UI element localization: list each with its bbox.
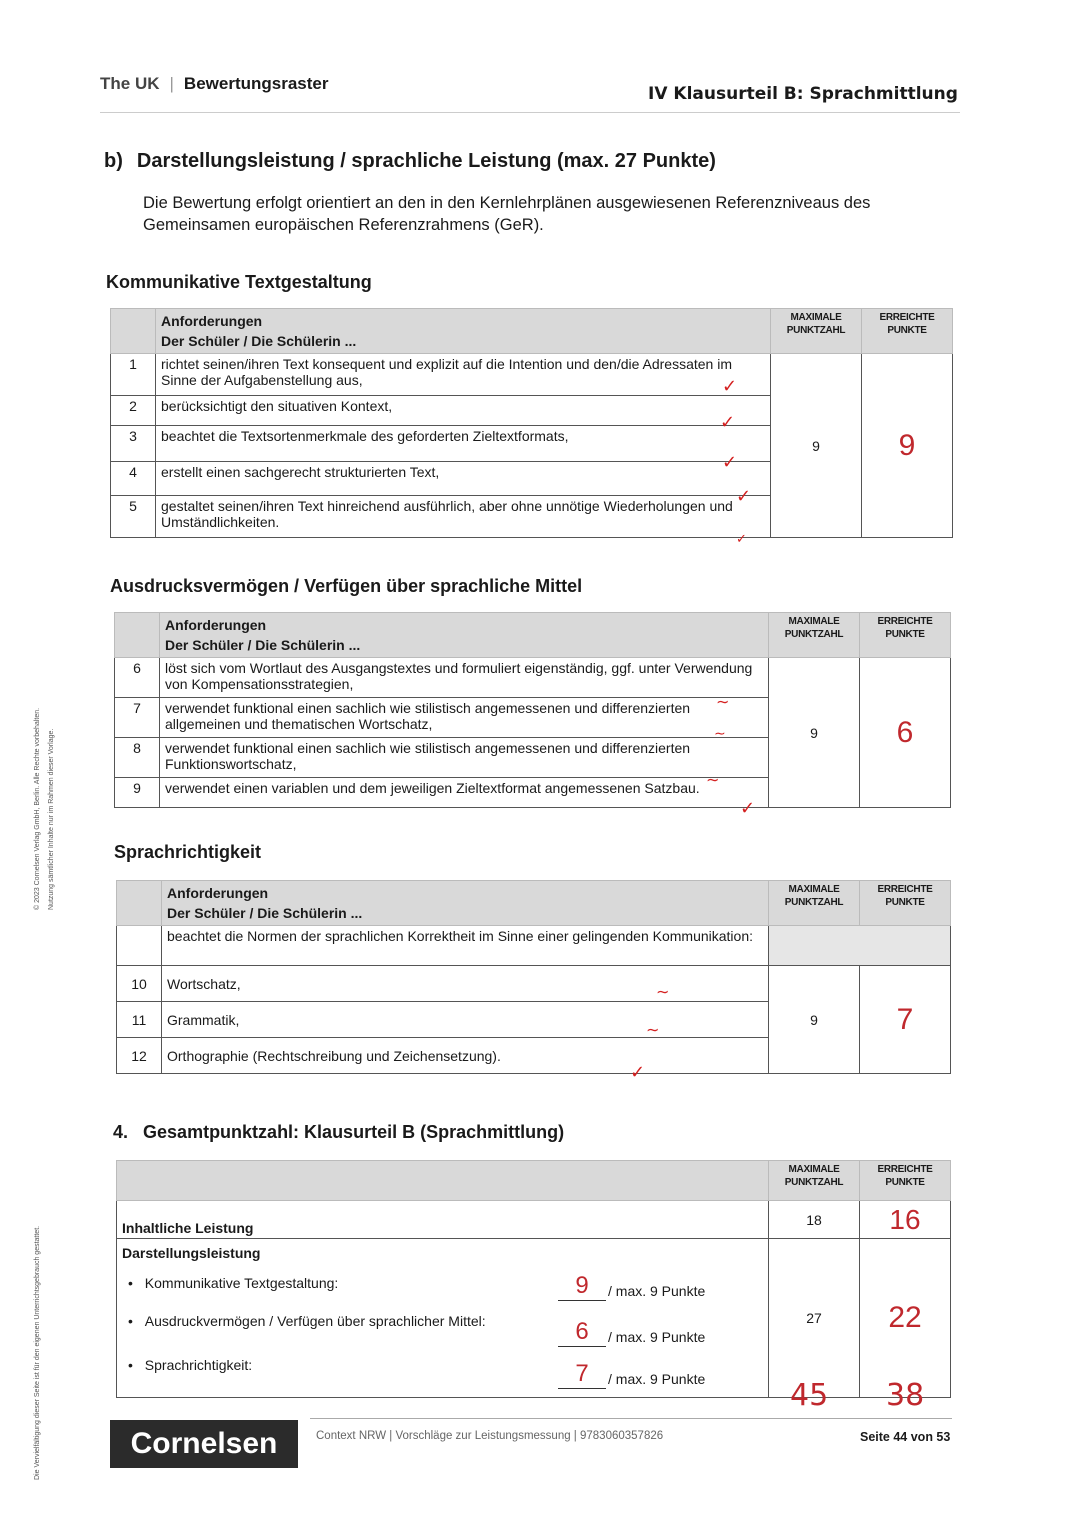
row-text: richtet seinen/ihren Text konsequent und explizit auf die Intention und den/die Adressaten im Sinne der Aufgabenstellung aus, [156,354,771,396]
row-text: erstellt einen sachgerecht strukturierten Text, [156,462,771,496]
block3-table [116,880,951,1074]
list-item [122,1303,763,1349]
req-subheader: Der Schüler / Die Schülerin ... [165,637,361,653]
row-number: 5 [111,496,156,538]
row-number: 12 [117,1038,162,1074]
bullet-icon: • [128,1275,133,1291]
item-max: / max. 9 Punkte [608,1371,706,1387]
row-number: 8 [115,738,160,778]
block1-achieved: 9 [862,354,953,538]
total-title [113,1122,564,1143]
max-header-2: PUNKTZAHL [784,629,844,640]
table-row [117,926,951,966]
section-intro: Die Bewertung erfolgt orientiert an den in den Kernlehrplänen ausgewiesenen Referenzniveaus des Gemeinsamen europäischen Referenzrahmens (GeR). [143,194,871,234]
item-achieved: 7 [558,1360,606,1389]
row-text: verwendet einen variablen und dem jeweiligen Zieltextformat angemessenen Satzbau. [160,778,769,808]
max-header-2: PUNKTZAHL [784,1177,844,1188]
margin-usage: Nutzung sämtlicher Inhalte nur im Rahmen dieser Vorlage. [48,728,55,910]
got-header-2: PUNKTE [887,325,927,336]
got-header-2: PUNKTE [885,1177,925,1188]
row-text: beachtet die Normen der sprachlichen Korrektheit im Sinne einer gelingenden Kommunikation: [162,926,769,966]
header-separator: | [169,74,174,93]
max-header-1: MAXIMALE [788,1164,840,1175]
header-doc-title: Bewertungsraster [183,74,329,93]
inhalt-achieved: 16 [860,1201,951,1239]
margin-reproduction: Die Vervielfältigung dieser Seite ist für den eigenen Unterrichtsgebrauch gestattet. [34,1225,41,1480]
max-header-1: MAXIMALE [788,884,840,895]
req-header: Anforderungen [167,885,269,901]
list-item [122,1272,763,1303]
header-subject: The UK [100,74,160,93]
check-mark-icon: ✓ [736,532,747,547]
section-letter: b) [104,150,123,172]
table-row [117,1201,951,1239]
total-number: 4. [113,1122,129,1142]
item-label: Ausdruckvermögen / Verfügen über sprachlicher Mittel: [144,1313,486,1329]
sum-achieved: 38 [886,1378,925,1413]
block3-achieved: 7 [860,966,951,1074]
row-number: 6 [115,658,160,698]
row-number: 3 [111,426,156,462]
inhalt-label: Inhaltliche Leistung [117,1201,769,1239]
tilde-mark-icon: ∼ [706,770,720,789]
got-header-1: ERREICHTE [877,884,933,895]
block1-title: Kommunikative Textgestaltung [106,272,372,292]
tilde-mark-icon: ∼ [716,692,730,711]
darst-label: Darstellungsleistung [122,1245,261,1261]
page-number: Seite 44 von 53 [860,1430,951,1444]
got-header-1: ERREICHTE [877,1164,933,1175]
got-header-1: ERREICHTE [877,616,933,627]
tilde-mark-icon: ∼ [656,982,670,1001]
row-text: verwendet funktional einen sachlich wie stilistisch angemessenen und differenzierten Funktionswortschatz, [160,738,769,778]
header-divider [100,112,960,113]
tilde-mark-icon: ∼ [646,1020,660,1039]
max-header-1: MAXIMALE [788,616,840,627]
block3-title: Sprachrichtigkeit [114,842,262,862]
check-mark-icon: ✓ [722,452,738,473]
item-label: Kommunikative Textgestaltung: [144,1275,339,1291]
check-mark-icon: ✓ [736,486,752,507]
block2-max: 9 [769,658,860,808]
block3-max: 9 [769,966,860,1074]
row-text: beachtet die Textsortenmerkmale des geforderten Zieltextformats, [156,426,771,462]
block1-max: 9 [771,354,862,538]
item-max: / max. 9 Punkte [608,1283,706,1299]
max-header-2: PUNKTZAHL [784,897,844,908]
inhalt-max: 18 [769,1201,860,1239]
bullet-icon: • [128,1313,133,1329]
got-header-2: PUNKTE [885,629,925,640]
check-mark-icon: ✓ [740,798,756,819]
req-header: Anforderungen [161,313,263,329]
table-row [111,354,953,396]
sum-max: 45 [790,1378,829,1413]
footer-text: Context NRW | Vorschläge zur Leistungsmessung | 9783060357826 [316,1430,664,1442]
bullet-icon: • [128,1357,133,1373]
row-text: verwendet funktional einen sachlich wie stilistisch angemessenen und differenzierten allgemeinen und thematischen Wortschatz, [160,698,769,738]
table-row [117,966,951,1002]
total-title-text: Gesamtpunktzahl: Klausurteil B (Sprachmittlung) [143,1122,565,1142]
table-row [117,1239,951,1398]
row-text: löst sich vom Wortlaut des Ausgangstextes und formuliert eigenständig, ggf. unter Verwendung von Kompensationsstrategien, [160,658,769,698]
section-title-text: Darstellungsleistung / sprachliche Leistung (max. 27 Punkte) [136,150,716,172]
row-text: berücksichtigt den situativen Kontext, [156,396,771,426]
footer-divider [310,1418,952,1419]
header-right-title: IV Klausurteil B: Sprachmittlung [648,84,958,104]
darst-max: 27 [769,1239,860,1398]
header-left [100,74,328,94]
row-number: 7 [115,698,160,738]
block2-achieved: 6 [860,658,951,808]
max-header-2: PUNKTZAHL [786,325,846,336]
max-header-1: MAXIMALE [790,312,842,323]
row-number: 2 [111,396,156,426]
row-text: Wortschatz, [162,966,769,1002]
req-subheader: Der Schüler / Die Schülerin ... [161,333,357,349]
darst-achieved: 22 [860,1239,951,1398]
tilde-mark-icon: ∼ [714,726,726,742]
item-label: Sprachrichtigkeit: [144,1357,253,1373]
row-number: 1 [111,354,156,396]
row-number: 4 [111,462,156,496]
row-text: Orthographie (Rechtschreibung und Zeichensetzung). [162,1038,769,1074]
check-mark-icon: ✓ [630,1062,646,1083]
section-b-title [104,150,716,173]
req-subheader: Der Schüler / Die Schülerin ... [167,905,363,921]
row-text: gestaltet seinen/ihren Text hinreichend ausführlich, aber ohne unnötige Wiederholungen und Umständlichkeiten. [156,496,771,538]
table-row [115,658,951,698]
check-mark-icon: ✓ [722,376,738,397]
block2-table [114,612,951,808]
list-item [122,1349,763,1391]
margin-copyright: © 2023 Cornelsen Verlag GmbH, Berlin. Alle Rechte vorbehalten. [34,707,41,910]
check-mark-icon: ✓ [720,412,736,433]
row-number: 10 [117,966,162,1002]
row-text: Grammatik, [162,1002,769,1038]
block2-title: Ausdrucksvermögen / Verfügen über sprachliche Mittel [110,576,583,596]
got-header-1: ERREICHTE [879,312,935,323]
item-achieved: 9 [558,1272,606,1301]
item-achieved: 6 [558,1318,606,1347]
block1-table [110,308,953,538]
row-number: 9 [115,778,160,808]
cornelsen-logo: Cornelsen [110,1420,298,1468]
got-header-2: PUNKTE [885,897,925,908]
req-header: Anforderungen [165,617,267,633]
total-table [116,1160,951,1398]
item-max: / max. 9 Punkte [608,1329,706,1345]
row-number: 11 [117,1002,162,1038]
